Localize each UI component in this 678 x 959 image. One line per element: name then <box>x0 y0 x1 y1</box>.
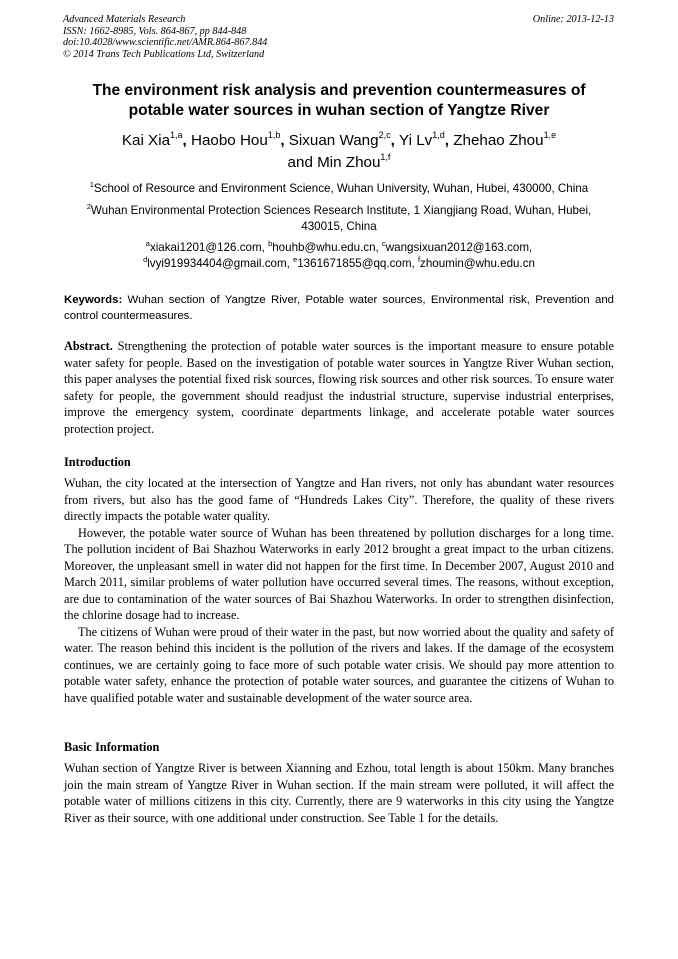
paragraph: Wuhan section of Yangtze River is between Xianning and Ezhou, total length is about 150km. Many branches join the main stream of Yangtze River in Wuhan section. If the main stream were polluted, it will affect the potable water of millions citizens in this city. Currently, there are 9 waterworks in this city using the Yangtze River as their source, with one additional under construction. See Table 1 for the details. <box>64 761 614 825</box>
email-sup: a <box>145 239 150 248</box>
keywords-text: Wuhan section of Yangtze River, Potable water sources, Environmental risk, Prevention and control countermeasures. <box>64 294 614 322</box>
author-separator: , <box>444 132 454 149</box>
abstract <box>64 338 614 437</box>
email-sup: d <box>143 254 148 264</box>
email-sup: c <box>382 239 386 248</box>
paragraph: However, the potable water source of Wuhan has been threatened by pollution discharges for a long time. The pollution incident of Bai Shazhou Waterworks in early 2012 brought a great impact to the urban citizens. Moreover, the unpleasant smell in water did not happen for the first time. In December 2007, August 2010 and March 2011, similar problems of water pollution have occurred several times. The reasons, without exception, are due to contamination of the water sources of Bai Shazhou Waterworks. In order to strengthen disinfection, the chlorine dosage had to increase. <box>64 525 614 622</box>
author-sup: 1,d <box>432 130 445 140</box>
email-sup: f <box>417 254 421 264</box>
author-sup: 1,e <box>543 130 557 140</box>
affiliation-line: 430015, China <box>301 220 377 233</box>
journal-name: Advanced Materials Research <box>63 14 186 25</box>
email-line-2 <box>60 256 618 272</box>
doi-line: doi:10.4028/www.scientific.net/AMR.864-867.844 <box>63 37 268 49</box>
author-name: Zhehao Zhou <box>453 132 544 149</box>
keywords <box>64 292 614 324</box>
affiliation-text: Wuhan Environmental Protection Sciences Research Institute, 1 Xiangjiang Road, Wuhan, Hubei, <box>90 204 592 217</box>
introduction-heading: Introduction <box>64 455 131 469</box>
email-sup: b <box>268 239 273 248</box>
paper-title <box>60 81 618 120</box>
keywords-label: Keywords: <box>64 294 123 306</box>
affiliation-line <box>60 203 618 219</box>
abstract-label: Abstract. <box>64 339 113 353</box>
email-line-1 <box>60 240 618 256</box>
abstract-text: Strengthening the protection of potable water sources is the important measure to ensure potable water safety for people. Based on the investigation of potable water sources in Yangtze River Wuhan section, this paper analyses the potential fixed risk sources, flowing risk sources and other risk sources. To ensure water safety for people, the government should readjust the industrial structure, supervise industrial enterprises, improve the emergency system, coordinate departments linkage, and accelerate potable water sources protection project. <box>64 339 614 436</box>
author-separator: , <box>390 132 400 149</box>
email-address: wangsixuan2012@163.com, <box>385 241 533 254</box>
author-name: Haobo Hou <box>190 132 268 149</box>
affiliation-2 <box>60 203 618 235</box>
copyright-line: © 2014 Trans Tech Publications Ltd, Switzerland <box>63 48 265 60</box>
online-date: Online: 2013-12-13 <box>532 14 614 25</box>
affiliation-text: School of Resource and Environment Science, Wuhan University, Wuhan, Hubei, 430000, China <box>93 182 589 195</box>
author-separator: , <box>182 132 191 149</box>
author-list <box>60 130 618 174</box>
author-sup: 1,b <box>267 130 281 140</box>
author-name: Sixuan Wang <box>288 132 379 149</box>
basic-information-heading: Basic Information <box>64 740 160 754</box>
author-name: Kai Xia <box>121 132 171 149</box>
author-name: and Min Zhou <box>287 154 381 171</box>
affiliation-sup: 1 <box>89 180 94 189</box>
affiliation-1 <box>60 181 618 197</box>
title-line-1: The environment risk analysis and prevention countermeasures of <box>92 82 586 99</box>
author-line-1 <box>60 130 618 152</box>
introduction-body <box>64 475 614 706</box>
running-header <box>63 14 267 60</box>
title-line-2: potable water sources in wuhan section of Yangtze River <box>128 101 550 119</box>
email-address: xiakai1201@126.com, <box>149 241 269 254</box>
email-list <box>60 240 618 271</box>
author-sup: 2,c <box>378 130 391 140</box>
basic-information-body <box>64 760 614 826</box>
email-address: houhb@whu.edu.cn, <box>272 241 382 254</box>
paragraph: Wuhan, the city located at the intersection of Yangtze and Han rivers, not only has abundant water resources from rivers, but also has the good fame of “Hundreds Lakes City”. Therefore, the quality of these rivers directly impacts the potable water quality. <box>64 476 614 523</box>
paragraph: The citizens of Wuhan were proud of their water in the past, but now worried about the quality and safety of water. The reason behind this incident is the pollution of the rivers and lakes. If the damage of the ecosystem continues, we are certainly going to face more of such potable water crisis. We should pay more attention to potable water safety, enhance the protection of potable water sources, and guarantee the citizens of Wuhan to have qualified potable water and sustainable development of the water source area. <box>64 624 614 705</box>
author-line-2 <box>60 152 618 174</box>
issn-line: ISSN: 1662-8985, Vols. 864-867, pp 844-848 <box>63 25 247 37</box>
email-address: zhoumin@whu.edu.cn <box>420 256 535 270</box>
author-sup: 1,f <box>380 152 391 162</box>
author-sup: 1,a <box>170 130 183 140</box>
author-separator: , <box>280 132 289 149</box>
email-address: 1361671855@qq.com, <box>297 256 418 270</box>
author-name: Yi Lv <box>399 132 433 149</box>
affiliation-sup: 2 <box>86 202 91 211</box>
email-address: lvyi919934404@gmail.com, <box>147 256 294 270</box>
email-sup: e <box>293 254 298 264</box>
